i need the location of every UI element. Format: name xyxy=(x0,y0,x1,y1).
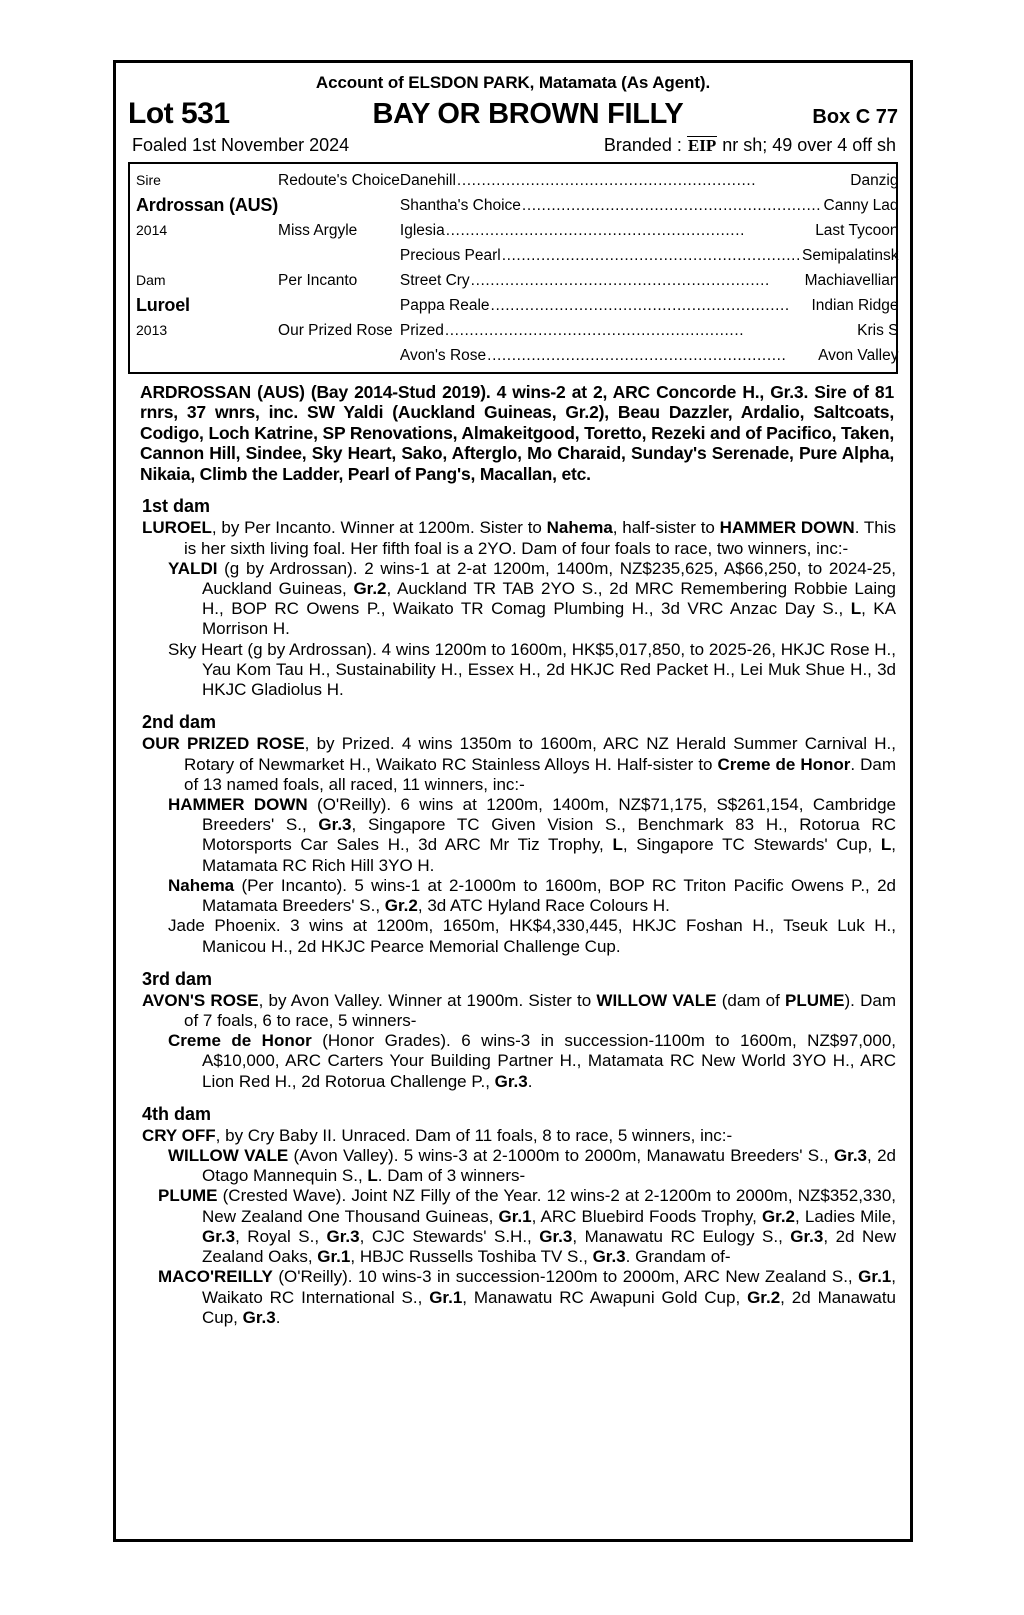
page-title: BAY OR BROWN FILLY xyxy=(372,98,684,130)
pedigree-table xyxy=(128,162,898,374)
pedigree-col-gen2 xyxy=(278,168,400,368)
pedigree-col-gen3 xyxy=(400,168,905,368)
dot-leader: ............................................................. xyxy=(470,272,770,289)
dam-name: Luroel xyxy=(136,295,190,315)
brand-glyph-icon: EIP xyxy=(687,136,717,155)
gen3-left: Precious Pearl xyxy=(399,247,501,264)
gen3-left: Danehill xyxy=(399,172,456,189)
gen3-row xyxy=(400,343,899,368)
dot-leader: ............................................................. xyxy=(487,347,787,364)
dam-label: Dam xyxy=(136,272,166,288)
gen3-row xyxy=(400,168,899,193)
foaled-date: Foaled 1st November 2024 xyxy=(132,135,350,155)
gen3-right: Machiavellian xyxy=(804,272,899,289)
gen2-dam-dam: Our Prized Rose xyxy=(278,322,393,339)
progeny-entry: Nahema (Per Incanto). 5 wins-1 at 2-1000m to 1600m, BOP RC Triton Pacific Owens P., 2d Matamata Breeders' S., Gr.2, 3d ATC Hyland Race Colours H. xyxy=(168,875,896,916)
progeny-entry: PLUME (Crested Wave). Joint NZ Filly of the Year. 12 wins-2 at 2-1200m to 2000m, NZ$352,330, New Zealand One Thousand Guineas, Gr.1, ARC Bluebird Foods Trophy, Gr.2, Ladies Mile, Gr.3, Royal S., Gr.3, CJC Stewards' S.H., Gr.3, Manawatu RC Eulogy S., Gr.3, 2d New Zealand Oaks, Gr.1, HBJC Russells Toshiba TV S., Gr.3. Grandam of- xyxy=(158,1186,896,1267)
section-heading-2nd-dam: 2nd dam xyxy=(142,712,217,733)
sire-year: 2014 xyxy=(136,222,168,238)
gen3-row xyxy=(400,293,899,318)
dot-leader: ............................................................. xyxy=(501,247,801,264)
branded-info xyxy=(604,135,898,156)
dot-leader: ............................................................. xyxy=(456,172,757,189)
spacer-2 xyxy=(136,343,278,368)
dot-leader: ............................................................. xyxy=(521,197,822,214)
progeny-entry: WILLOW VALE (Avon Valley). 5 wins-3 at 2-1000m to 2000m, Manawatu Breeders' S., Gr.3, 2d Otago Mannequin S., L. Dam of 3 winners- xyxy=(168,1146,896,1186)
section-lead-3rd-dam: AVON'S ROSE, by Avon Valley. Winner at 1900m. Sister to WILLOW VALE (dam of PLUME). Dam of 7 foals, 6 to race, 5 winners- xyxy=(142,990,896,1030)
gen3-right: Last Tycoon xyxy=(815,222,899,239)
gen3-row xyxy=(400,193,899,218)
dot-leader: ............................................................. xyxy=(490,297,790,314)
section-heading-3rd-dam: 3rd dam xyxy=(142,968,213,989)
gen3-row xyxy=(400,268,899,293)
spacer-5 xyxy=(278,293,400,318)
gen3-right: Semipalatinsk xyxy=(802,247,899,264)
gen3-row xyxy=(400,318,899,343)
gen2-sire-sire: Redoute's Choice xyxy=(278,172,400,189)
gen3-left: Street Cry xyxy=(399,272,470,289)
progeny-entry: Jade Phoenix. 3 wins at 1200m, 1650m, HK$4,330,445, HKJC Foshan H., Tseuk Luk H., Manicou H., 2d HKJC Pearce Memorial Challenge Cup. xyxy=(168,916,896,956)
dot-leader: ............................................................. xyxy=(444,322,745,339)
progeny-entry: Sky Heart (g by Ardrossan). 4 wins 1200m to 1600m, HK$5,017,850, to 2025-26, HKJC Rose H., Yau Kom Tau H., Sustainability H., Essex H., 2d HKJC Red Packet H., Lei Muk Shue H., 3d HKJC Gladiolus H. xyxy=(168,639,896,700)
lot-number: Lot 531 xyxy=(128,97,230,130)
gen2-dam-sire: Per Incanto xyxy=(278,272,358,289)
gen3-left: Shantha's Choice xyxy=(399,197,521,214)
sire-label: Sire xyxy=(136,172,161,188)
gen3-right: Danzig xyxy=(850,172,899,189)
branded-label: Branded : xyxy=(603,135,682,155)
gen3-row xyxy=(400,218,899,243)
foaled-branded-row xyxy=(128,135,898,156)
gen3-right: Canny Lad xyxy=(823,197,899,214)
spacer-1 xyxy=(136,243,278,268)
gen3-left: Iglesia xyxy=(399,222,445,239)
branded-text: nr sh; 49 over 4 off sh xyxy=(722,135,896,155)
section-heading-4th-dam: 4th dam xyxy=(142,1103,212,1124)
box-number: Box C 77 xyxy=(812,106,898,128)
section-lead-1st-dam: LUROEL, by Per Incanto. Winner at 1200m. Sister to Nahema, half-sister to HAMMER DOWN. This is her sixth living foal. Her fifth foal is a 2YO. Dam of four foals to race, two winners, inc:- xyxy=(142,518,896,558)
progeny-entry: Creme de Honor (Honor Grades). 6 wins-3 in succession-1100m to 1600m, NZ$97,000, A$10,000, ARC Carters Your Building Partner H., Matamata RC New World 3YO H., ARC Lion Red H., 2d Rotorua Challenge P., Gr.3. xyxy=(168,1031,896,1091)
gen3-row xyxy=(400,243,899,268)
progeny-entry: YALDI (g by Ardrossan). 2 wins-1 at 2-at 1200m, 1400m, NZ$235,625, A$66,250, to 2024-25, Auckland Guineas, Gr.2, Auckland TR TAB 2YO S., 2d MRC Remembering Robbie Laing H., BOP RC Owens P., Waikato TR Comag Plumbing H., 3d VRC Anzac Day S., L, KA Morrison H. xyxy=(168,558,896,639)
gen3-left: Avon's Rose xyxy=(399,347,487,364)
spacer-4 xyxy=(278,243,400,268)
account-line: Account of ELSDON PARK, Matamata (As Agent). xyxy=(315,73,711,92)
gen3-right: Avon Valley xyxy=(818,347,899,364)
dot-leader: ............................................................. xyxy=(445,222,746,239)
spacer-6 xyxy=(278,343,400,368)
sire-name: Ardrossan (AUS) xyxy=(136,195,279,215)
progeny-entry: HAMMER DOWN (O'Reilly). 6 wins at 1200m, 1400m, NZ$71,175, S$261,154, Cambridge Breeders' S., Gr.3, Singapore TC Given Vision S., Benchmark 83 H., Rotorua RC Motorsports Car Sales H., 3d ARC Mr Tiz Trophy, L, Singapore TC Stewards' Cup, L, Matamata RC Rich Hill 3YO H. xyxy=(168,794,896,875)
spacer-3 xyxy=(278,193,400,218)
gen3-right: Indian Ridge xyxy=(811,297,899,314)
section-lead-2nd-dam: OUR PRIZED ROSE, by Prized. 4 wins 1350m to 1600m, ARC NZ Herald Summer Carnival H., Rotary of Newmarket H., Waikato RC Stainless Alloys H. Half-sister to Creme de Honor. Dam of 13 named foals, all raced, 11 winners, inc:- xyxy=(142,734,897,794)
gen2-sire-dam: Miss Argyle xyxy=(278,222,358,239)
section-lead-4th-dam: CRY OFF, by Cry Baby II. Unraced. Dam of 11 foals, 8 to race, 5 winners, inc:- xyxy=(142,1125,733,1145)
catalogue-page xyxy=(113,60,913,1542)
gen3-left: Pappa Reale xyxy=(399,297,490,314)
gen3-right: Kris S xyxy=(857,322,899,339)
lot-header-row xyxy=(128,97,898,131)
section-heading-1st-dam: 1st dam xyxy=(142,496,211,517)
sire-summary: ARDROSSAN (AUS) (Bay 2014-Stud 2019). 4 wins-2 at 2, ARC Concorde H., Gr.3. Sire of 81 rnrs, 37 wnrs, inc. SW Yaldi (Auckland Guineas, Gr.2), Beau Dazzler, Ardalio, Saltcoats, Codigo, Loch Katrine, SP Renovations, Almakeitgood, Toretto, Rezeki and of Pacifico, Taken, Cannon Hill, Sindee, Sky Heart, Sako, Afterglo, Mo Charaid, Sunday's Serenade, Pure Alpha, Nikaia, Climb the Ladder, Pearl of Pang's, Macallan, etc. xyxy=(140,382,894,484)
pedigree-col-gen1 xyxy=(130,168,278,368)
dam-year: 2013 xyxy=(136,322,168,338)
progeny-entry: MACO'REILLY (O'Reilly). 10 wins-3 in succession-1200m to 2000m, ARC New Zealand S., Gr.1, Waikato RC International S., Gr.1, Manawatu RC Awapuni Gold Cup, Gr.2, 2d Manawatu Cup, Gr.3. xyxy=(158,1267,896,1327)
gen3-left: Prized xyxy=(399,322,444,339)
